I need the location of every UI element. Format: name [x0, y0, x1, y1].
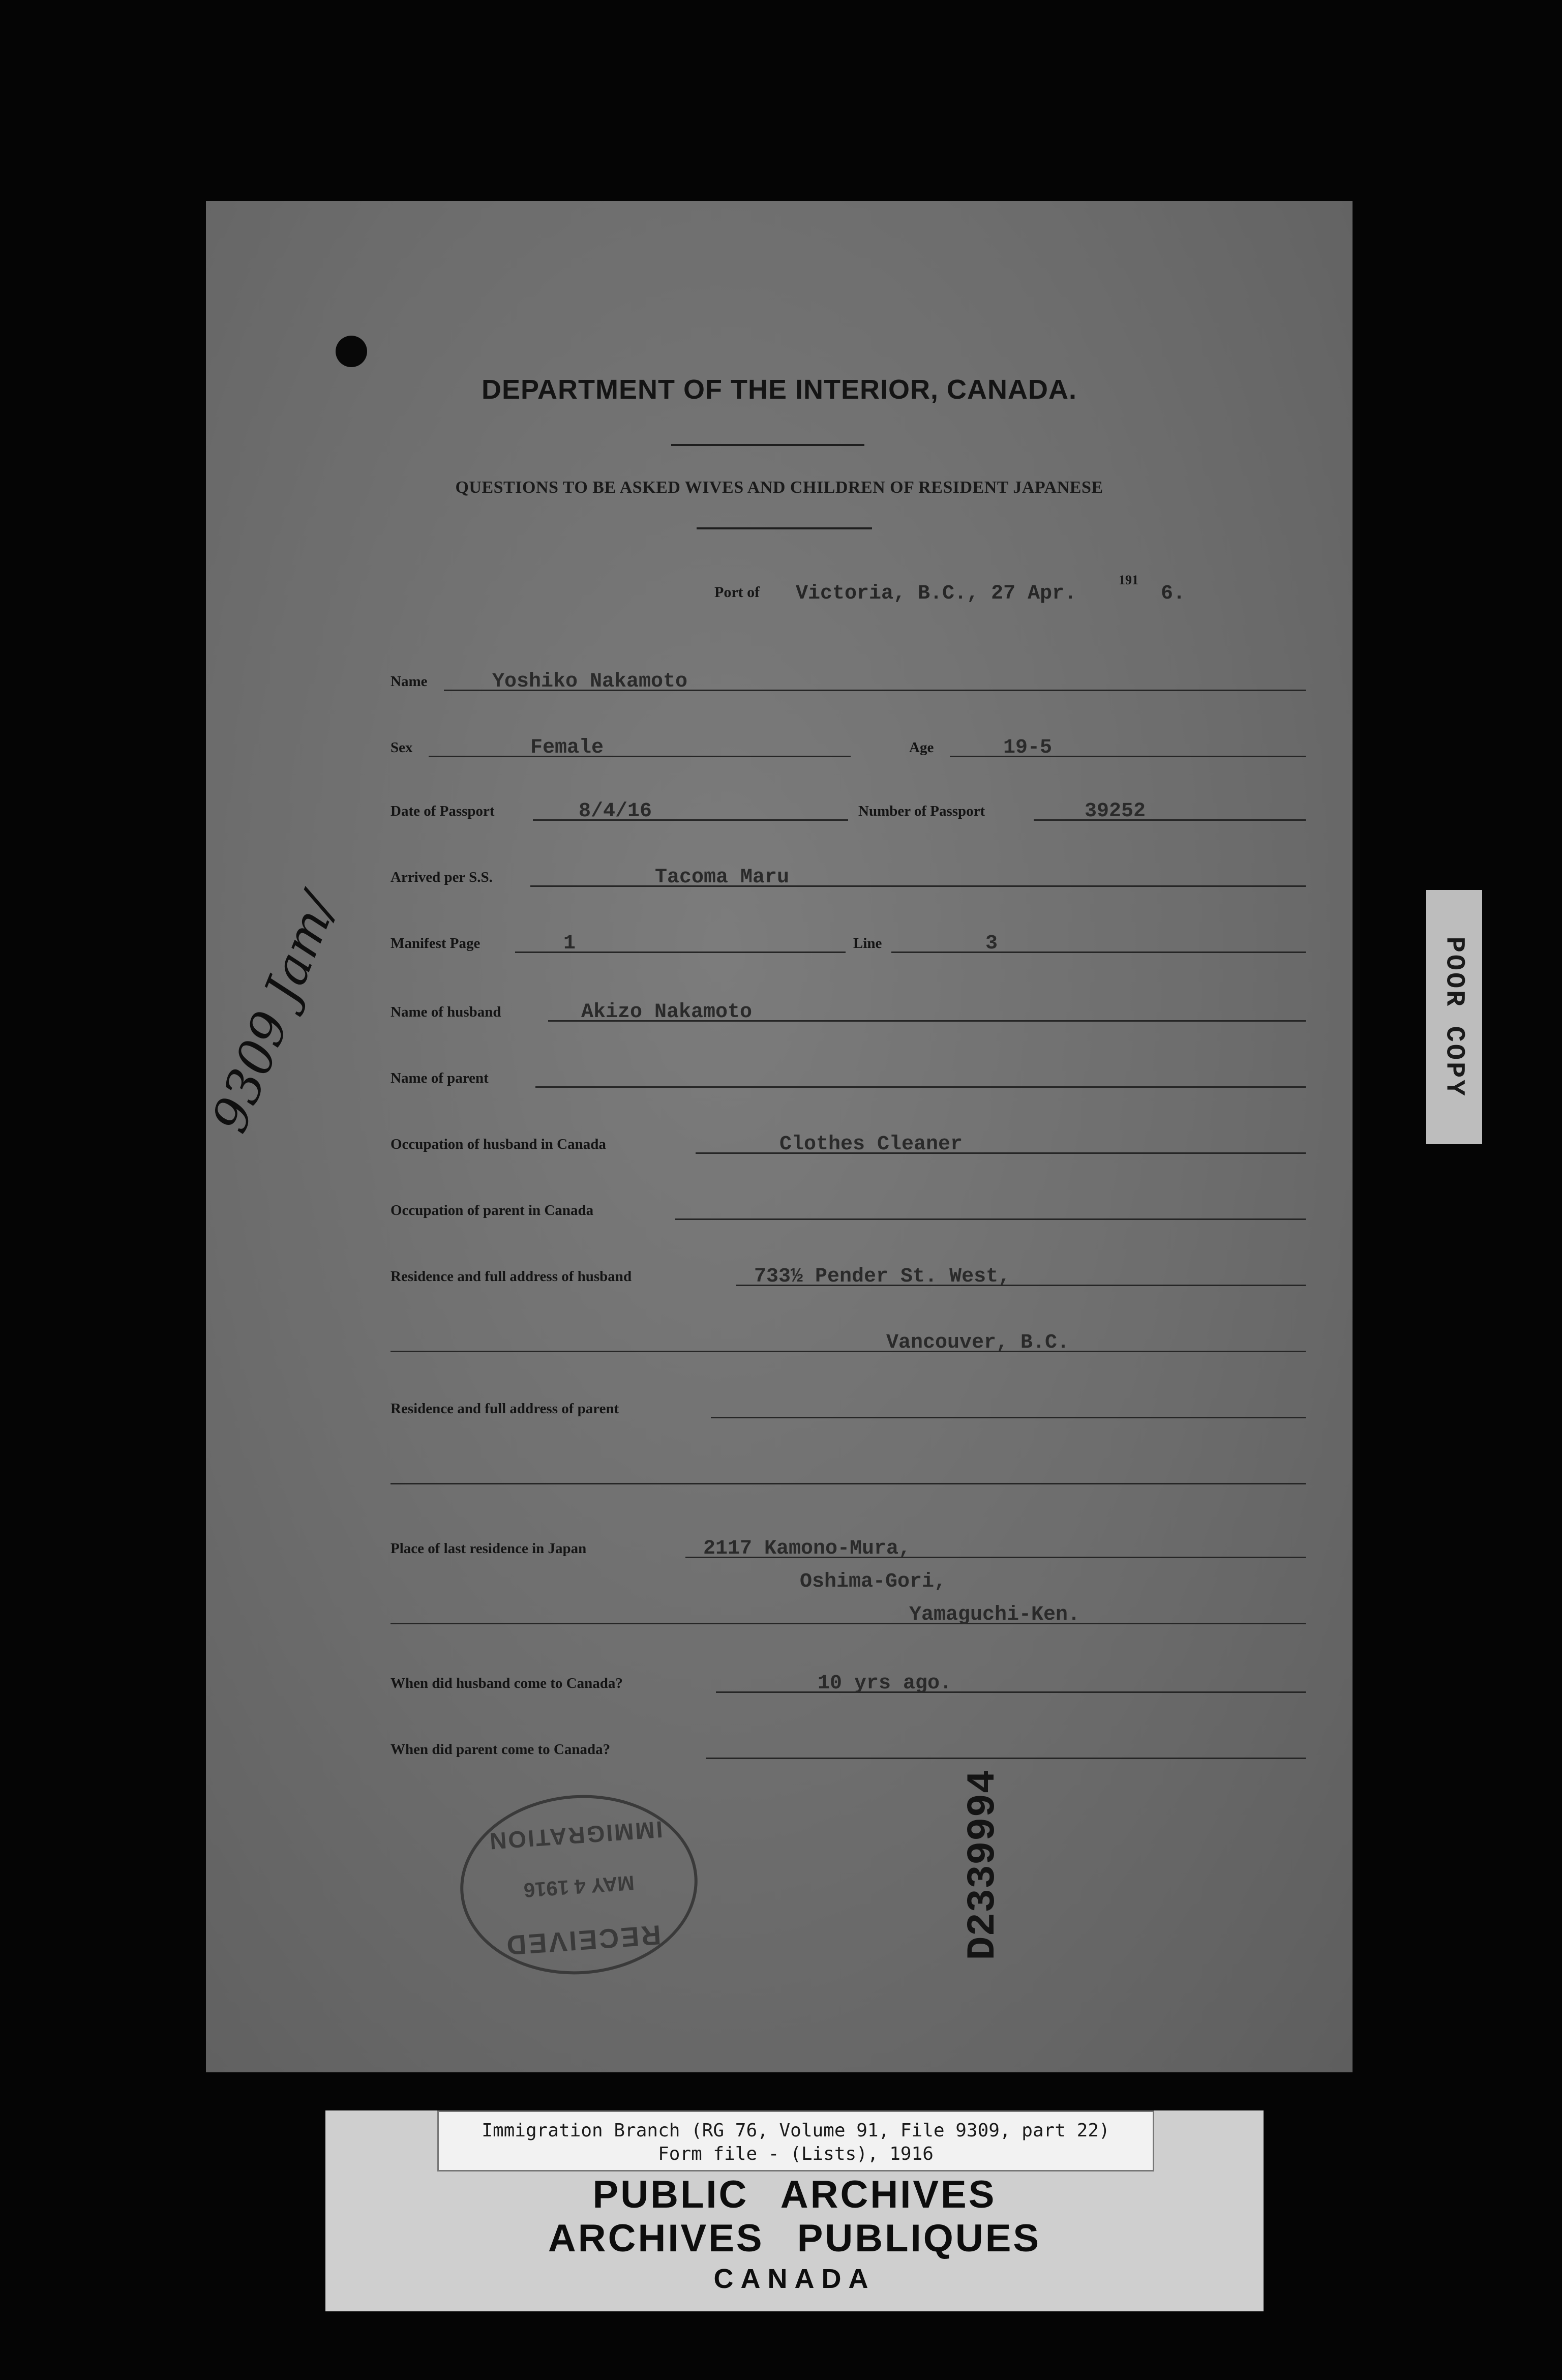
name-value: Yoshiko Nakamoto — [492, 670, 688, 693]
stamp-immigration: IMMIGRATION — [487, 1816, 664, 1855]
name-label: Name — [390, 673, 428, 690]
passport-number-label: Number of Passport — [858, 803, 985, 819]
res-husband-row — [390, 1259, 1306, 1289]
occ-husband-row — [390, 1126, 1306, 1157]
res-parent-label: Residence and full address of parent — [390, 1401, 619, 1417]
line-label: Line — [853, 935, 882, 951]
department-title: DEPARTMENT OF THE INTERIOR, CANADA. — [482, 374, 1077, 405]
passport-date-label: Date of Passport — [390, 803, 495, 819]
passport-row — [390, 793, 1306, 824]
parent-came-label: When did parent come to Canada? — [390, 1741, 611, 1758]
sex-value: Female — [530, 736, 604, 759]
last-res-value-2: Oshima-Gori, — [800, 1570, 947, 1593]
occ-parent-label: Occupation of parent in Canada — [390, 1202, 594, 1218]
port-line — [714, 575, 1304, 605]
year-suffix: 6. — [1161, 582, 1186, 605]
parent-label: Name of parent — [390, 1070, 489, 1086]
stamp-date: MAY 4 1916 — [523, 1871, 635, 1901]
age-value: 19-5 — [1003, 736, 1053, 759]
poor-copy-tag — [1426, 890, 1482, 1144]
husband-row — [390, 994, 1306, 1025]
res-parent-row-2 — [390, 1457, 1306, 1488]
res-husband-row-2 — [390, 1325, 1306, 1355]
sex-age-row — [390, 730, 1306, 760]
arrived-value: Tacoma Maru — [655, 866, 790, 889]
parent-came-row — [390, 1732, 1306, 1762]
age-label: Age — [909, 739, 934, 756]
last-res-value-1: 2117 Kamono-Mura, — [703, 1537, 911, 1560]
passport-number-value: 39252 — [1085, 800, 1146, 823]
husband-came-row — [390, 1665, 1306, 1696]
occ-husband-label: Occupation of husband in Canada — [390, 1136, 606, 1152]
manifest-row — [390, 926, 1306, 956]
port-value: Victoria, B.C., 27 Apr. — [796, 582, 1077, 605]
last-res-row-2 — [390, 1564, 1306, 1594]
sex-label: Sex — [390, 739, 413, 756]
poor-copy-text: POOR COPY — [1439, 936, 1469, 1098]
public-archives-text: PUBLIC ARCHIVES — [592, 2173, 997, 2216]
res-parent-row — [390, 1391, 1306, 1421]
line-value: 3 — [985, 932, 998, 955]
archive-ref-line-1: Immigration Branch (RG 76, Volume 91, File 9309, part 22) — [482, 2120, 1110, 2141]
form-subtitle: QUESTIONS TO BE ASKED WIVES AND CHILDREN OF RESIDENT JAPANESE — [455, 478, 1103, 497]
archive-reference-label — [437, 2110, 1154, 2171]
arrived-label: Arrived per S.S. — [390, 869, 493, 885]
archive-ref-line-2: Form file - (Lists), 1916 — [658, 2144, 934, 2164]
archives-plate — [325, 2110, 1264, 2311]
port-label: Port of — [714, 584, 760, 601]
res-husband-value-1: 733½ Pender St. West, — [754, 1265, 1011, 1288]
last-res-row-3 — [390, 1597, 1306, 1627]
res-husband-value-2: Vancouver, B.C. — [886, 1331, 1070, 1354]
arrived-row — [390, 859, 1306, 890]
handwritten-file-number: 9309 Jam/ — [201, 886, 348, 1140]
occ-parent-row — [390, 1193, 1306, 1223]
canada-text: CANADA — [713, 2264, 876, 2294]
last-res-value-3: Yamaguchi-Ken. — [909, 1603, 1080, 1626]
occ-husband-value: Clothes Cleaner — [779, 1133, 963, 1156]
stamp-received: RECEIVED — [503, 1919, 662, 1961]
punch-hole — [336, 336, 367, 367]
year-prefix: 191 — [1119, 573, 1138, 587]
rotated-reference-number: D2339994 — [961, 1770, 1006, 1960]
form-card — [206, 201, 1353, 2072]
passport-date-value: 8/4/16 — [579, 800, 652, 823]
title-divider — [671, 444, 864, 446]
archives-publiques-text: ARCHIVES PUBLIQUES — [548, 2217, 1041, 2260]
subtitle-divider — [697, 527, 872, 529]
husband-label: Name of husband — [390, 1004, 501, 1020]
parent-row — [390, 1060, 1306, 1091]
manifest-value: 1 — [563, 932, 576, 955]
res-husband-label: Residence and full address of husband — [390, 1268, 632, 1285]
last-res-label: Place of last residence in Japan — [390, 1540, 587, 1557]
manifest-label: Manifest Page — [390, 935, 480, 951]
husband-came-value: 10 yrs ago. — [818, 1672, 952, 1695]
husband-value: Akizo Nakamoto — [581, 1001, 753, 1024]
husband-came-label: When did husband come to Canada? — [390, 1675, 623, 1691]
name-row — [390, 664, 1306, 694]
last-res-row — [390, 1531, 1306, 1561]
